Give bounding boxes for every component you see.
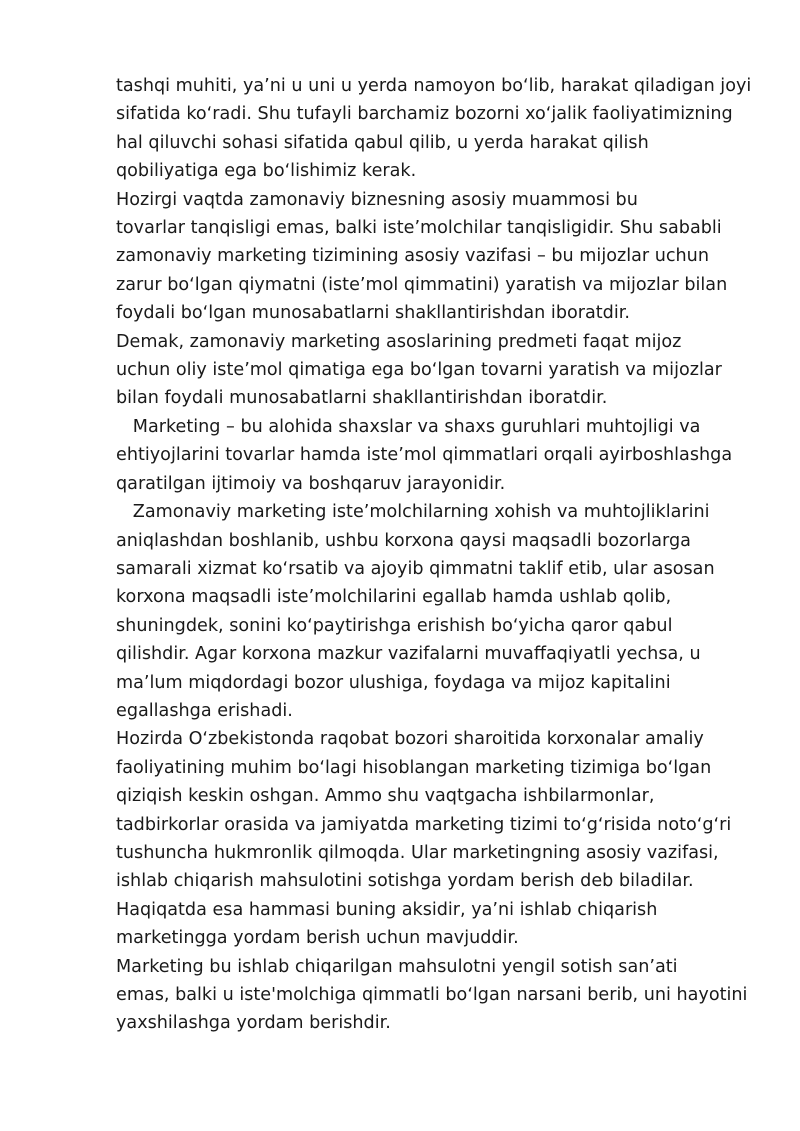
text-line: zarur boʻlgan qiymatni (iste’mol qimmatini) yaratish va mijozlar bilan (116, 274, 728, 295)
text-line: samarali xizmat koʻrsatib va ajoyib qimmatni taklif etib, ular asosan (116, 558, 715, 579)
text-line: sifatida koʻradi. Shu tufayli barchamiz bozorni xoʻjalik faoliyatimizning (116, 104, 733, 125)
text-line: ma’lum miqdordagi bozor ulushiga, foydaga va mijoz kapitalini (116, 672, 671, 693)
text-line: Hozirgi vaqtda zamonaviy biznesning asosiy muammosi bu (116, 189, 638, 210)
text-line: egallashga erishadi. (116, 700, 293, 721)
text-line: Marketing – bu alohida shaxslar va shaxs guruhlari muhtojligi va (116, 416, 701, 437)
text-line: ishlab chiqarish mahsulotini sotishga yordam berish deb biladilar. (116, 871, 694, 892)
text-line: qaratilgan ijtimoiy va boshqaruv jarayonidir. (116, 473, 506, 494)
text-line: faoliyatining muhim boʻlagi hisoblangan marketing tizimiga boʻlgan (116, 757, 712, 778)
text-line: Marketing bu ishlab chiqarilgan mahsulotni yengil sotish san’ati (116, 956, 678, 977)
text-line: qilishdir. Agar korxona mazkur vazifalarni muvaffaqiyatli yechsa, u (116, 644, 701, 665)
text-line: Haqiqatda esa hammasi buning aksidir, ya’ni ishlab chiqarish (116, 899, 658, 920)
text-line: emas, balki u iste'molchiga qimmatli boʻlgan narsani berib, uni hayotini (116, 985, 748, 1005)
text-line: Zamonaviy marketing iste’molchilarning xohish va muhtojliklarini (116, 502, 710, 523)
text-line: shuningdek, sonini koʻpaytirishga erishish boʻyicha qaror qabul (116, 615, 673, 636)
document-body (116, 72, 776, 1038)
text-line: tashqi muhiti, ya’ni u uni u yerda namoyon boʻlib, harakat qiladigan joyi (116, 76, 752, 96)
text-line: qiziqish keskin oshgan. Ammo shu vaqtgacha ishbilarmonlar, (116, 786, 655, 807)
text-line: aniqlashdan boshlanib, ushbu korxona qaysi maqsadli bozorlarga (116, 530, 691, 551)
text-line: korxona maqsadli iste’molchilarini egallab hamda ushlab qolib, (116, 587, 672, 608)
text-line: ehtiyojlarini tovarlar hamda iste’mol qimmatlari orqali ayirboshlashga (116, 445, 733, 466)
text-line: yaxshilashga yordam berishdir. (116, 1013, 391, 1034)
text-line: uchun oliy iste’mol qimatiga ega boʻlgan tovarni yaratish va mijozlar (116, 360, 722, 381)
text-line: Hozirda Oʻzbekistonda raqobat bozori sharoitida korxonalar amaliy (116, 729, 704, 750)
text-line: foydali boʻlgan munosabatlarni shakllantirishdan iboratdir. (116, 303, 630, 324)
text-line: bilan foydali munosabatlarni shakllantirishdan iboratdir. (116, 388, 608, 409)
text-line: Demak, zamonaviy marketing asoslarining predmeti faqat mijoz (116, 331, 682, 352)
text-line: tushuncha hukmronlik qilmoqda. Ular marketingning asosiy vazifasi, (116, 842, 719, 863)
text-line: tovarlar tanqisligi emas, balki iste’molchilar tanqisligidir. Shu sababli (116, 218, 722, 239)
text-line: hal qiluvchi sohasi sifatida qabul qilib, u yerda harakat qilish (116, 132, 649, 153)
text-line: marketingga yordam berish uchun mavjuddir. (116, 928, 519, 949)
text-line: tadbirkorlar orasida va jamiyatda marketing tizimi toʻgʻrisida notoʻgʻri (116, 814, 732, 835)
text-line: qobiliyatiga ega boʻlishimiz kerak. (116, 161, 417, 182)
text-line: zamonaviy marketing tizimining asosiy vazifasi – bu mijozlar uchun (116, 246, 709, 267)
